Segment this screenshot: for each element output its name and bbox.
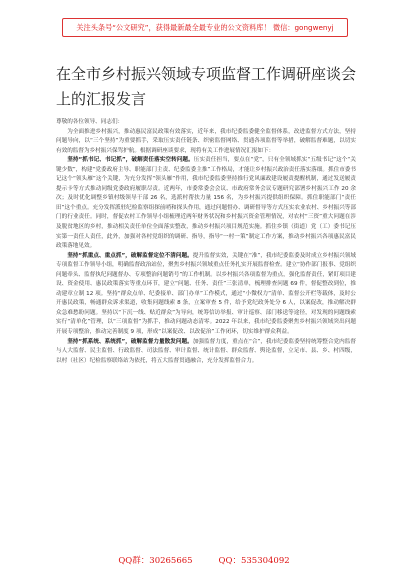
footer-contact	[0, 552, 408, 568]
section-2-lead: 坚持“抓重点、重点抓”，破解监督定位不清问题。	[67, 252, 193, 259]
promo-banner-text: 关注头条号“公文研究”，获得最新最全最专业的公文资料库！ 微信：gongwenyj	[76, 22, 334, 32]
section-3-text: 加强监督力度，重点在“合”，我市纪委监委坚持统筹整合党内监督与人大监督、民主监督、行政监督、司法监督、审计监督、统计监督、群众监督、舆论监督，立足市、县、乡、村四级，以村（社区）纪检监察联络站为依托，将五大监督贯通融合，充分发挥监督合力。	[56, 338, 356, 364]
promo-banner[interactable]	[62, 18, 348, 37]
footer-qq-group: QQ群：30265665	[118, 556, 193, 566]
section-2-text: 提升监督实效，关键在“准”，我市纪委监委及时成立乡村振兴领域专项监督工作领导小组，明确监督政治站位，聚焦乡村振兴领域重点任务扎实开展监督检查。建立“协作部门报事、党组织问题牵头、监督执纪问题督办、专项整治问题销号”的工作机制。以乡村振兴各项监督为重点，强化监督责任，紧盯项目建设、资金使用、惠民政策落实等重点环节，建立“问题、任务、责任”三张清单，梳理排查问题 69 件，督促整改到位，推动建章立制 12 项。坚持“群众点单、纪委接单、部门办单”工作模式，通过“小微权力”清单、监督公开栏等载体，及时公开惠民政策，畅通群众诉求渠道，收集问题线索 8 条，立案审查 5 件，给予党纪政务处分 6 人，以案促改，推动解决群众急难愁盼问题。坚持以“下沉一线、贴近群众”为导向，统筹信访举报、审计巡察、部门移送等途径，对发现的问题线索实行“清单化”管理，以“三项监督”为抓手，推动问题动态清零。2022 年以来，我市纪委监委聚焦乡村振兴领域突出问题开展专项整治，推动完善制度 9 项，形成“以案促改、以改促治”工作闭环，切实维护群众利益。	[56, 252, 356, 336]
section-2-paragraph	[56, 252, 356, 338]
section-1-text: 压实责任担当，要点在“党”，只有全领域抓实“五级书记”这个“关键少数”，构建“党委政府主导、职能部门主责、纪委监委主推”工作格局，才能让乡村振兴政治责任落实落细。抓住市委书记这个“领头雁”这个关键，为充分发挥“领头雁”作用，我市纪委监委坚持推行党风廉政建设履责提醒机制，通过发送履责提示卡等方式推动同级党委政府履职尽责。近两年，市委常委会会议、市政府常务会议专题研究部署乡村振兴工作 20 余次；及时优化调整乡镇村级领导干部 26 名，选派村帮扶力量 156 名，为乡村振兴提供组织保障。抓住职能部门“责任田”这个重点。充分发挥派驻纪检监察组探前哨和探头作用，通过问题督办、调研督导等方式压实农业农村、乡村振兴等部门的行业责任。同时，督促农村工作领导小组梳理近两年财务状况和乡村振兴资金管理情况，对农村“三资”重大问题在涉及脱贫地区的乡村，推动相关责任单位全面落实整改，推动乡村振兴项目规范实施。抓住乡镇（街道）党（工）委书记压实第一责任人责任，此外，加强对各村党组织的调研、指导，指导“一村一策”制定工作方案，推动乡村振兴各项惠民富民政策落地见效。	[56, 157, 356, 250]
footer-qq-contact: QQ：535304092	[218, 556, 290, 566]
section-3-lead: 坚持“抓系统、系统抓”，破解监督力量散发问题。	[67, 338, 193, 345]
document-title: 在全市乡村振兴领域专项监督工作调研座谈会上的汇报发言	[56, 65, 357, 108]
greeting: 尊敬的各位领导、同志们：	[56, 119, 124, 125]
document-body	[56, 118, 356, 560]
section-1-lead: 坚持“抓书记、书记抓”，破解责任落实空转问题。	[67, 157, 194, 164]
intro-paragraph: 为全面推进乡村振兴，推动惠民富民政策有效落实，近年来，我市纪委监委健全监督体系，改进监督方式方法，坚持问题导向，以“三个坚持”为重要抓手，采取压实责任链条、织密监督网络、贯通各项监督等举措，破解监督难题，以切实有效的监督为乡村振兴保驾护航。根据调研座谈要求，现将有关工作进展情况汇报如下：	[56, 128, 356, 154]
section-1-paragraph	[56, 156, 356, 251]
section-3-paragraph	[56, 338, 356, 367]
